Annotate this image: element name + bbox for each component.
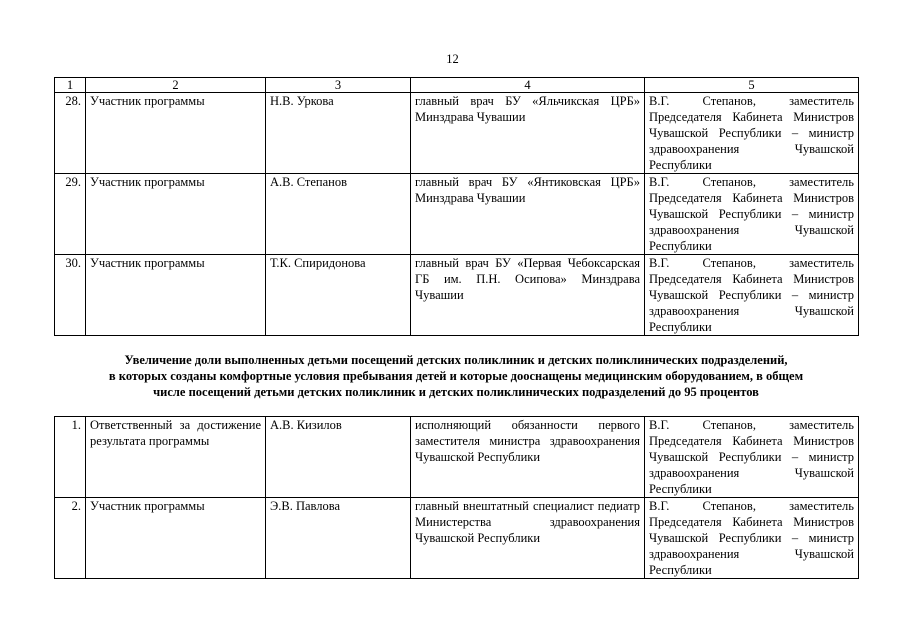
supervisor-cell: В.Г. Степанов, заместитель Председателя Кабинета Министров Чувашской Республики – министр здравоохранения Чувашской Республики (645, 174, 859, 255)
row-number: 30. (55, 255, 86, 336)
role-cell: Участник программы (86, 255, 266, 336)
supervisor-cell: В.Г. Степанов, заместитель Председателя Кабинета Министров Чувашской Республики – министр здравоохранения Чувашской Республики (645, 93, 859, 174)
row-number: 1. (55, 417, 86, 498)
position-cell: главный врач БУ «Яльчикская ЦРБ» Минздрава Чувашии (411, 93, 645, 174)
responsibility-table (54, 416, 859, 579)
table-row (55, 93, 859, 174)
person-cell: А.В. Кизилов (266, 417, 411, 498)
column-number: 4 (411, 78, 645, 93)
role-cell: Ответственный за достижение результата программы (86, 417, 266, 498)
role-cell: Участник программы (86, 93, 266, 174)
page-number: 12 (446, 52, 459, 66)
column-number: 5 (645, 78, 859, 93)
row-number: 2. (55, 498, 86, 579)
position-cell: исполняющий обязанности первого заместителя министра здравоохранения Чувашской Республики (411, 417, 645, 498)
position-cell: главный внештатный специалист педиатр Министерства здравоохранения Чувашской Республики (411, 498, 645, 579)
person-cell: Т.К. Спиридонова (266, 255, 411, 336)
role-cell: Участник программы (86, 174, 266, 255)
table-row (55, 174, 859, 255)
section-heading-line: в которых созданы комфортные условия пребывания детей и которые дооснащены медицинским оборудованием, в общем (108, 369, 804, 383)
person-cell: Э.В. Павлова (266, 498, 411, 579)
supervisor-cell: В.Г. Степанов, заместитель Председателя Кабинета Министров Чувашской Республики – министр здравоохранения Чувашской Республики (645, 498, 859, 579)
table-row (55, 417, 859, 498)
responsibility-table-continued (54, 77, 859, 336)
section-heading (54, 352, 858, 400)
supervisor-cell: В.Г. Степанов, заместитель Председателя Кабинета Министров Чувашской Республики – министр здравоохранения Чувашской Республики (645, 417, 859, 498)
section-heading-line: Увеличение доли выполненных детьми посещений детских поликлиник и детских поликлинических подразделений, (124, 353, 788, 367)
table-row (55, 498, 859, 579)
row-number: 29. (55, 174, 86, 255)
supervisor-cell: В.Г. Степанов, заместитель Председателя Кабинета Министров Чувашской Республики – министр здравоохранения Чувашской Республики (645, 255, 859, 336)
row-number: 28. (55, 93, 86, 174)
table-row (55, 255, 859, 336)
column-number: 1 (55, 78, 86, 93)
role-cell: Участник программы (86, 498, 266, 579)
position-cell: главный врач БУ «Янтиковская ЦРБ» Минздрава Чувашии (411, 174, 645, 255)
column-number: 2 (86, 78, 266, 93)
person-cell: А.В. Степанов (266, 174, 411, 255)
position-cell: главный врач БУ «Первая Чебоксарская ГБ им. П.Н. Осипова» Минздрава Чувашии (411, 255, 645, 336)
column-number: 3 (266, 78, 411, 93)
column-number-row (55, 78, 859, 93)
section-heading-line: числе посещений детьми детских поликлиник и детских поликлинических подразделений до 95 процентов (153, 385, 759, 399)
person-cell: Н.В. Уркова (266, 93, 411, 174)
